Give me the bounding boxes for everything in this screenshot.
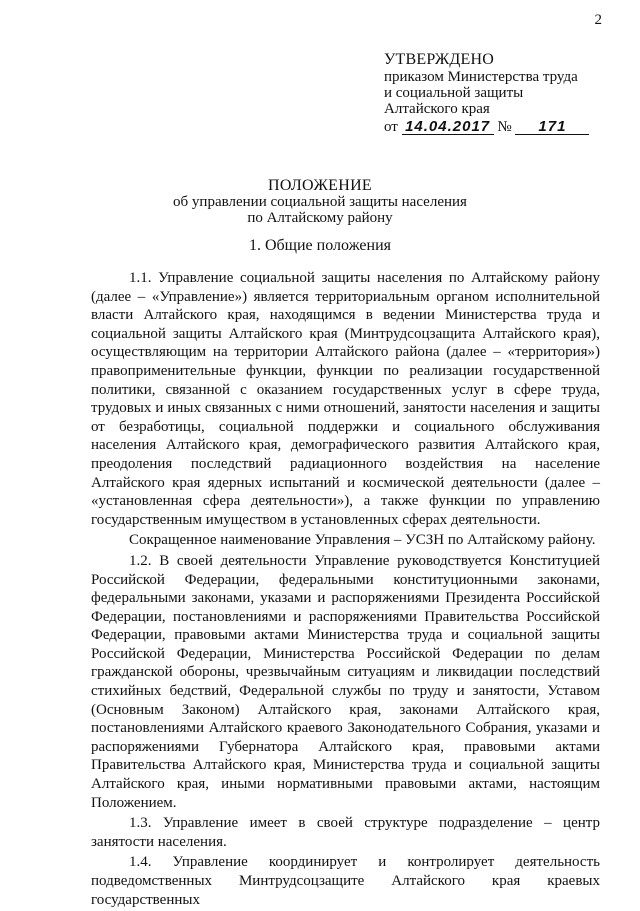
approval-line: Алтайского края xyxy=(384,101,490,117)
approval-stamp xyxy=(384,52,614,135)
approval-line: приказом Министерства труда xyxy=(384,69,578,85)
document-subtitle: об управлении социальной защиты населения xyxy=(173,194,467,210)
page-number: 2 xyxy=(594,12,602,28)
document-subtitle-2: по Алтайскому району xyxy=(247,210,393,226)
paragraph-1-4: 1.4. Управление координирует и контролирует деятельность подведомственных Минтрудсоцзащите Алтайского края краевых государственных xyxy=(91,854,600,908)
number-prefix: № xyxy=(497,119,512,135)
approval-line: и социальной защиты xyxy=(384,85,524,101)
handwritten-number: 171 xyxy=(515,119,589,135)
section-heading: 1. Общие положения xyxy=(248,237,392,254)
document-title-block xyxy=(0,178,640,226)
document-title: ПОЛОЖЕНИЕ xyxy=(267,177,372,194)
document-body xyxy=(91,269,600,911)
handwritten-date: 14.04.2017 xyxy=(402,119,494,135)
paragraph-1-1: 1.1. Управление социальной защиты населения по Алтайскому району (далее – «Управление») является территориальным органом исполнительной власти Алтайского края, находящимся в ведении Министерства труда и социальной защиты Алтайского края (Минтрудсоцзащита Алтайского края), осуществляющим на территории Алтайского района (далее – «территория») правоприменительные функции, функции по реализации государственной политики, связанной с оказанием государственных услуг в сфере труда, трудовых и иных связанных с ними отношений, занятости населения и защиты от безработицы, социальной поддержки и социального обслуживания населения Алтайского края, демографического развития Алтайского края, преодоления последствий радиационного воздействия на население Алтайского края ядерных испытаний и космической деятельности (далее – «установленная сфера деятельности»), а также функции по управлению государственным имуществом в установленных сферах деятельности. xyxy=(91,270,600,528)
date-prefix: от xyxy=(384,119,398,135)
paragraph-1-2: 1.2. В своей деятельности Управление руководствуется Конституцией Российской Федерации, федеральными конституционными законами, федеральными законами, указами и распоряжениями Президента Российской Федерации, постановлениями и распоряжениями Правительства Российской Федерации, правовыми актами Министерства труда и социальной защиты Российской Федерации, Министерства Российской Федерации по делам гражданской обороны, чрезвычайным ситуациям и ликвидации последствий стихийных бедствий, Федеральной службы по труду и занятости, Уставом (Основным Законом) Алтайского края, законами Алтайского края, постановлениями Алтайского краевого Законодательного Собрания, указами и распоряжениями Губернатора Алтайского края, правовыми актами Правительства Алтайского края, Министерства труда и социальной защиты Алтайского края, иными нормативными правовыми актами, настоящим Положением. xyxy=(91,552,600,811)
paragraph-short-name: Сокращенное наименование Управления – УСЗН по Алтайскому району. xyxy=(129,532,596,549)
paragraph-1-3: 1.3. Управление имеет в своей структуре подразделение – центр занятости населения. xyxy=(91,815,600,850)
approval-date-line xyxy=(384,119,614,135)
approval-heading: УТВЕРЖДЕНО xyxy=(384,51,495,68)
